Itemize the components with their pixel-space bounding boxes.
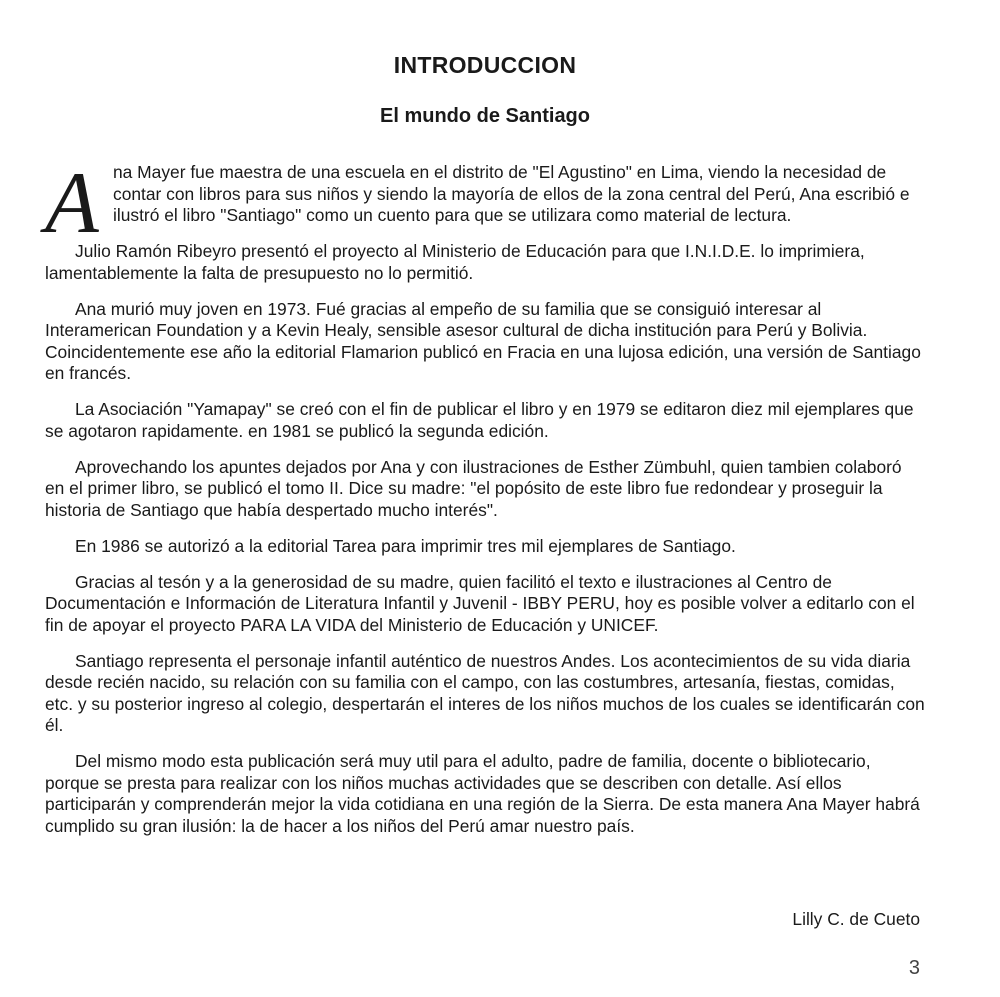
paragraph-7: Gracias al tesón y a la generosidad de su madre, quien facilitó el texto e ilustraciones al Centro de Documentación e Información de Literatura Infantil y Juvenil - IBBY PERU, hoy es posible volver a editarlo con el fin de apoyar el proyecto PARA LA VIDA del Ministerio de Educación y UNICEF.: [45, 571, 915, 635]
paragraph-2: Julio Ramón Ribeyro presentó el proyecto al Ministerio de Educación para que I.N.I.D.E. lo imprimiera, lamentablemente la falta de presupuesto no lo permitió.: [45, 241, 865, 283]
page-title: INTRODUCCION: [393, 52, 577, 78]
paragraph-8: Santiago representa el personaje infantil auténtico de nuestros Andes. Los acontecimientos de su vida diaria desde recién nacido, su relación con su familia con el campo, con las costumbres, artesanía, fiestas, comidas, etc. y su posterior ingreso al colegio, despertarán el interes de los niños muchos de los cuales se identificarán con él.: [45, 650, 925, 735]
page-number: 3: [908, 957, 920, 979]
body-text: [45, 155, 925, 852]
paragraph-5: Aprovechando los apuntes dejados por Ana y con ilustraciones de Esther Zümbuhl, quien tambien colaboró en el primer libro, se publicó el tomo II. Dice su madre: "el popósito de este libro fue redondear y proseguir la historia de Santiago que había despertado mucho interés".: [45, 456, 902, 520]
paragraph-1-text: na Mayer fue maestra de una escuela en el distrito de "El Agustino" en Lima, viendo la necesidad de contar con libros para sus niños y siendo la mayoría de ellos de la zona central del Perú, Ana escribió e ilustró el libro "Santiago" como un cuento para que se utilizara como material de lectura.: [113, 162, 910, 225]
paragraph-1: [45, 155, 925, 252]
paragraph-4: La Asociación "Yamapay" se creó con el fin de publicar el libro y en 1979 se editaron diez mil ejemplares que se agotaron rapidamente. en 1981 se publicó la segunda edición.: [45, 399, 914, 441]
paragraph-3: Ana murió muy joven en 1973. Fué gracias al empeño de su familia que se consiguió interesar al Interamerican Foundation y a Kevin Healy, sensible asesor cultural de dicha institución para Perú y Bolivia. Coincidentemente ese año la editorial Flamarion publicó en Fracia en una lujosa edición, una versión de Santiago en francés.: [45, 298, 921, 383]
paragraph-9: Del mismo modo esta publicación será muy util para el adulto, padre de familia, docente o bibliotecario, porque se presta para realizar con los niños muchas actividades que se describen con detalle. Así ellos participarán y comprenderán mejor la vida cotidiana en una región de la Sierra. De esta manera Ana Mayer habrá cumplido su gran ilusión: la de hacer a los niños del Perú amar nuestro país.: [45, 751, 920, 836]
drop-cap: A: [45, 155, 99, 252]
paragraph-6: En 1986 se autorizó a la editorial Tarea para imprimir tres mil ejemplares de Santiago.: [75, 535, 736, 556]
author-signature: Lilly C. de Cueto: [792, 909, 920, 929]
page-subtitle: El mundo de Santiago: [379, 105, 590, 127]
